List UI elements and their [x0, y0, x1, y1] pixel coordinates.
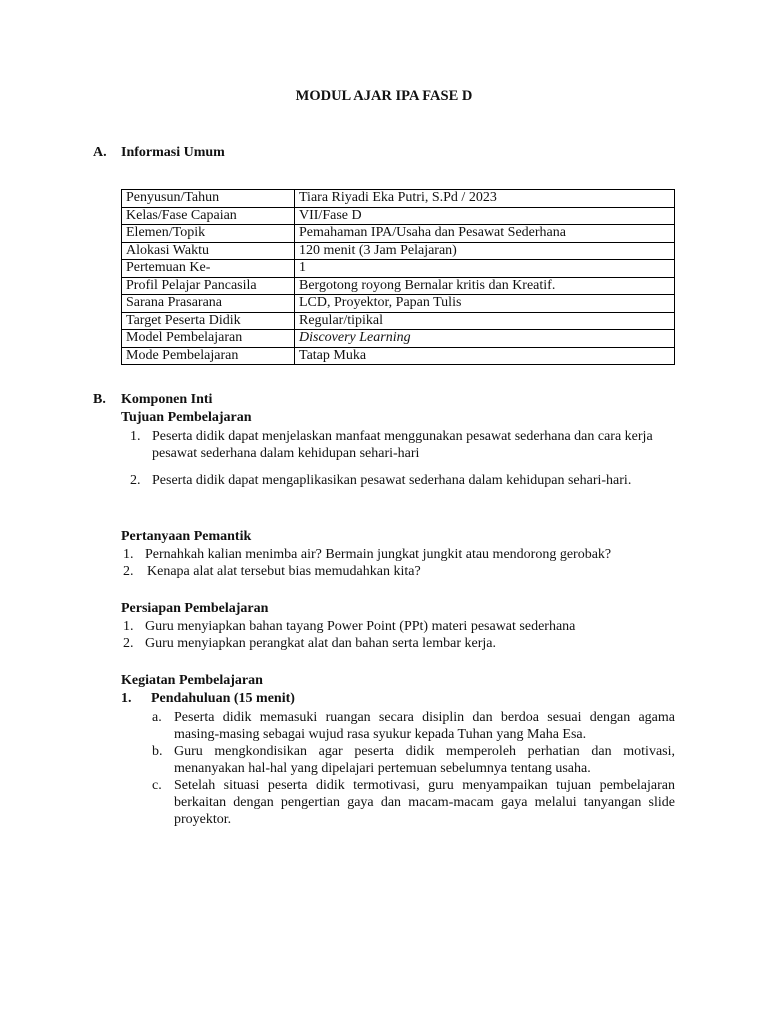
table-value: Tiara Riyadi Eka Putri, S.Pd / 2023 — [295, 190, 675, 208]
table-row — [122, 312, 675, 330]
table-key: Pertemuan Ke- — [122, 260, 295, 278]
table-value: 1 — [295, 260, 675, 278]
list-letter: c. — [152, 778, 162, 793]
list-text: Kenapa alat alat tersebut bias memudahkan kita? — [147, 564, 421, 579]
list-number: 1. — [130, 429, 141, 444]
table-value: 120 menit (3 Jam Pelajaran) — [295, 242, 675, 260]
list-number: 2. — [123, 636, 134, 651]
section-a-letter: A. — [93, 145, 107, 160]
list-text: Guru menyiapkan bahan tayang Power Point (PPt) materi pesawat sederhana — [145, 619, 576, 634]
table-key: Sarana Prasarana — [122, 295, 295, 313]
list-text: Setelah situasi peserta didik termotivasi, guru menyampaikan tujuan pembelajaran berkaitan dengan pengertian gaya dan macam-macam gaya melalui tanyangan slide proyektor. — [174, 778, 675, 827]
table-value: Tatap Muka — [295, 347, 675, 365]
table-row — [122, 260, 675, 278]
list-number: 1. — [123, 619, 134, 634]
table-value: LCD, Proyektor, Papan Tulis — [295, 295, 675, 313]
list-item — [150, 709, 675, 743]
pemantik-heading: Pertanyaan Pemantik — [121, 529, 252, 544]
list-item — [150, 743, 675, 777]
persiapan-list — [121, 618, 676, 652]
list-item — [121, 635, 676, 652]
table-value: Discovery Learning — [295, 330, 675, 348]
list-item — [121, 472, 676, 489]
list-text: Peserta didik dapat menjelaskan manfaat menggunakan pesawat sederhana dan cara kerja pesawat sederhana dalam kehidupan sehari-hari — [152, 429, 653, 461]
list-text: Pernahkah kalian menimba air? Bermain jungkat jungkit atau mendorong gerobak? — [145, 547, 612, 562]
table-row — [122, 207, 675, 225]
table-value: Bergotong royong Bernalar kritis dan Kreatif. — [295, 277, 675, 295]
tujuan-heading: Tujuan Pembelajaran — [121, 410, 252, 425]
list-letter: b. — [152, 744, 163, 759]
step-title: Pendahuluan (15 menit) — [151, 691, 295, 706]
table-key: Elemen/Topik — [122, 225, 295, 243]
table-value: Pemahaman IPA/Usaha dan Pesawat Sederhana — [295, 225, 675, 243]
section-b-letter: B. — [93, 392, 106, 407]
pemantik-list — [121, 546, 676, 580]
list-number: 2. — [123, 564, 134, 579]
table-key: Alokasi Waktu — [122, 242, 295, 260]
table-row — [122, 330, 675, 348]
list-item — [121, 428, 676, 462]
kegiatan-heading: Kegiatan Pembelajaran — [121, 673, 263, 688]
section-a-heading: Informasi Umum — [121, 145, 225, 160]
table-key: Profil Pelajar Pancasila — [122, 277, 295, 295]
table-row — [122, 347, 675, 365]
list-number: 2. — [130, 473, 141, 488]
list-text: Peserta didik memasuki ruangan secara disiplin dan berdoa sesuai dengan agama masing-masing sebagai wujud rasa syukur kepada Tuhan yang Maha Esa. — [174, 710, 675, 742]
table-value: Regular/tipikal — [295, 312, 675, 330]
table-row — [122, 277, 675, 295]
persiapan-heading: Persiapan Pembelajaran — [121, 601, 269, 616]
list-text: Guru menyiapkan perangkat alat dan bahan serta lembar kerja. — [145, 636, 497, 651]
table-row — [122, 242, 675, 260]
table-row — [122, 295, 675, 313]
list-text: Guru mengkondisikan agar peserta didik memperoleh perhatian dan motivasi, menanyakan hal-hal yang dipelajari pertemuan sebelumnya tentang usaha. — [174, 744, 675, 776]
table-key: Target Peserta Didik — [122, 312, 295, 330]
list-letter: a. — [152, 710, 162, 725]
list-number: 1. — [123, 547, 134, 562]
tujuan-list — [121, 428, 676, 489]
table-key: Kelas/Fase Capaian — [122, 207, 295, 225]
section-b-heading: Komponen Inti — [121, 392, 213, 407]
list-item — [121, 618, 676, 635]
table-row — [122, 225, 675, 243]
list-text: Peserta didik dapat mengaplikasikan pesawat sederhana dalam kehidupan sehari-hari. — [152, 473, 632, 488]
list-item — [121, 563, 676, 580]
table-value: VII/Fase D — [295, 207, 675, 225]
list-item — [150, 777, 675, 828]
step-number: 1. — [121, 691, 132, 706]
info-table — [121, 189, 675, 365]
page-title: MODUL AJAR IPA FASE D — [295, 88, 473, 104]
table-row — [122, 190, 675, 208]
table-key: Mode Pembelajaran — [122, 347, 295, 365]
pendahuluan-list — [150, 709, 675, 828]
list-item — [121, 546, 676, 563]
table-key: Model Pembelajaran — [122, 330, 295, 348]
table-key: Penyusun/Tahun — [122, 190, 295, 208]
